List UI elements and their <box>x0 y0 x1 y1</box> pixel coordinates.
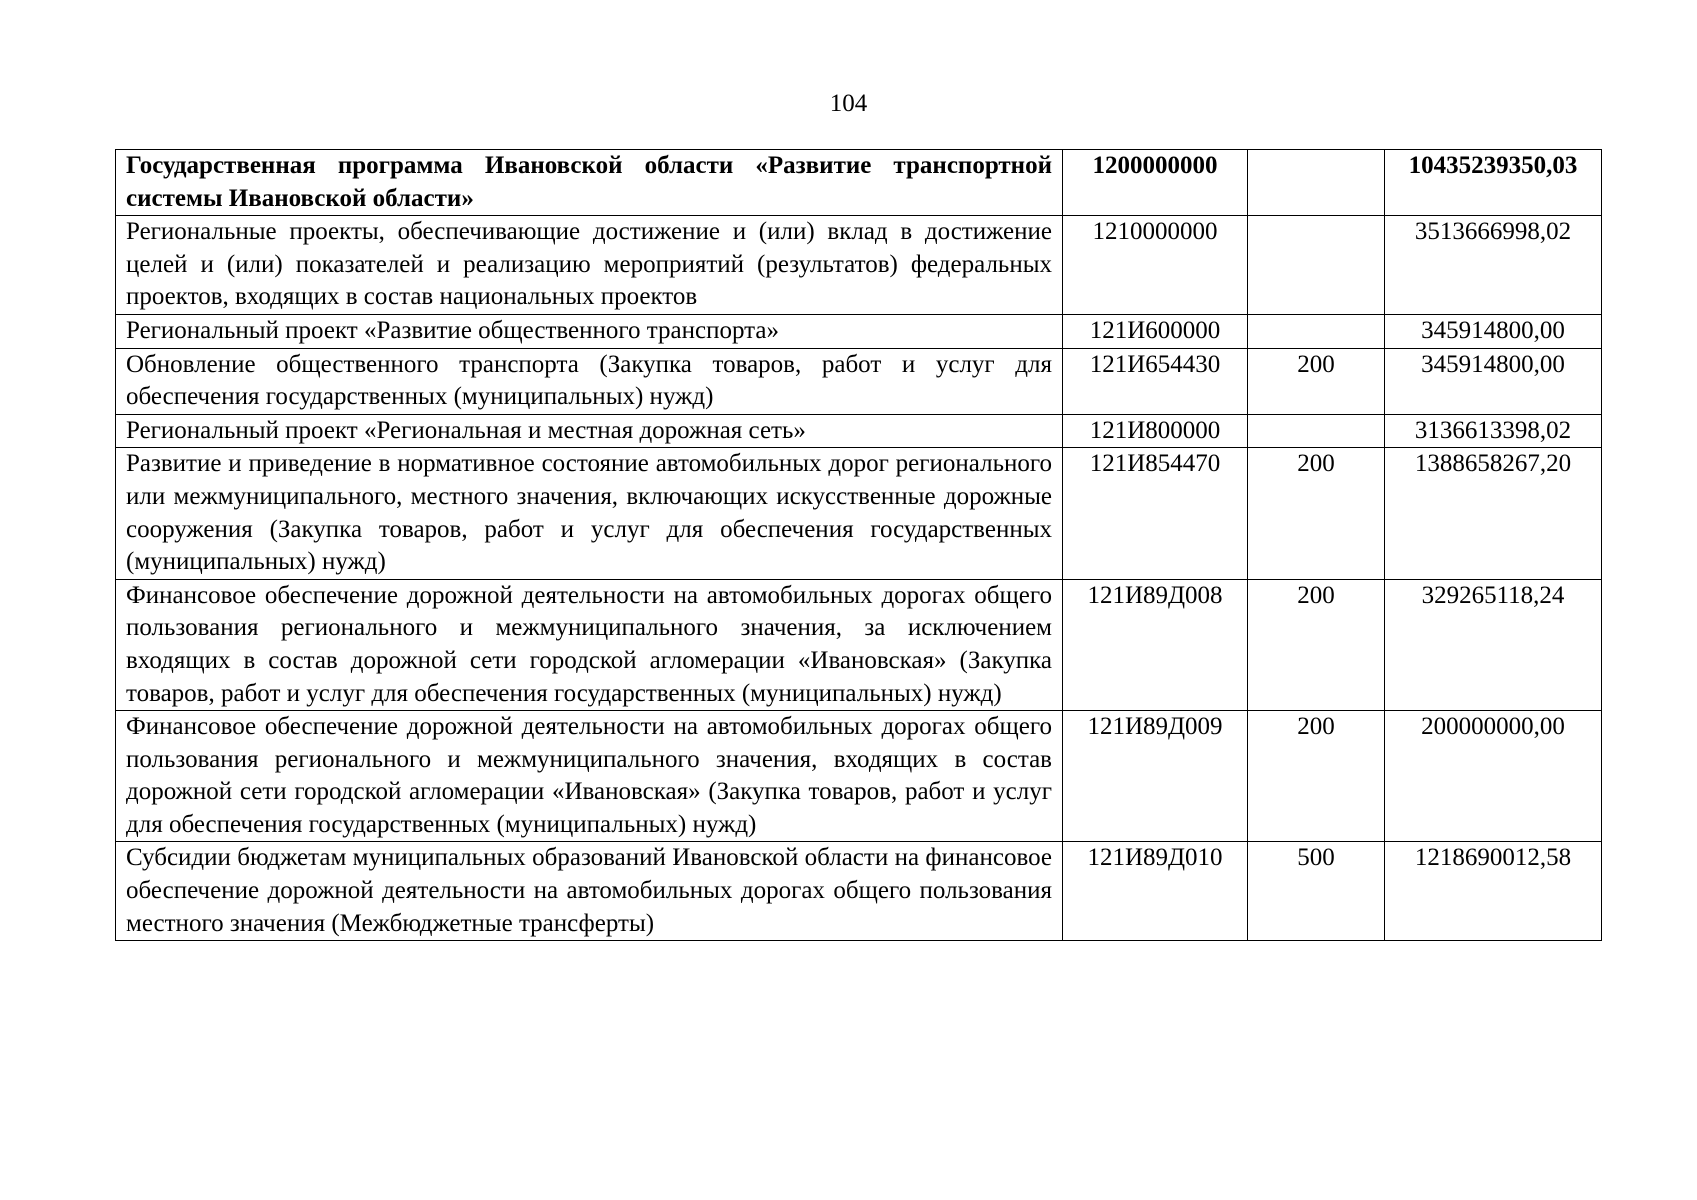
row-amount: 10435239350,03 <box>1385 150 1602 216</box>
row-name: Субсидии бюджетам муниципальных образований Ивановской области на финансовое обеспечение дорожной деятельности на автомобильных дорогах общего пользования местного значения (Межбюджетные трансферты) <box>116 842 1063 941</box>
row-code: 121И854470 <box>1063 448 1248 579</box>
row-name: Финансовое обеспечение дорожной деятельности на автомобильных дорогах общего пользования регионального и межмуниципального значения, за исключением входящих в состав дорожной сети городской агломерации «Ивановская» (Закупка товаров, работ и услуг для обеспечения государственных (муниципальных) нужд) <box>116 579 1063 710</box>
row-code: 121И654430 <box>1063 348 1248 414</box>
row-code: 1210000000 <box>1063 216 1248 315</box>
row-code: 1200000000 <box>1063 150 1248 216</box>
budget-table <box>115 149 1602 941</box>
table-row <box>116 348 1602 414</box>
row-expense-type <box>1248 314 1385 348</box>
table-row <box>116 448 1602 579</box>
row-name: Региональный проект «Региональная и местная дорожная сеть» <box>116 414 1063 448</box>
row-name: Финансовое обеспечение дорожной деятельности на автомобильных дорогах общего пользования регионального и межмуниципального значения, входящих в состав дорожной сети городской агломерации «Ивановская» (Закупка товаров, работ и услуг для обеспечения государственных (муниципальных) нужд) <box>116 711 1063 842</box>
table-row <box>116 314 1602 348</box>
row-amount: 345914800,00 <box>1385 348 1602 414</box>
row-expense-type: 200 <box>1248 711 1385 842</box>
row-name: Региональный проект «Развитие общественного транспорта» <box>116 314 1063 348</box>
row-expense-type <box>1248 150 1385 216</box>
row-name: Обновление общественного транспорта (Закупка товаров, работ и услуг для обеспечения государственных (муниципальных) нужд) <box>116 348 1063 414</box>
row-name: Развитие и приведение в нормативное состояние автомобильных дорог регионального или межмуниципального, местного значения, включающих искусственные дорожные сооружения (Закупка товаров, работ и услуг для обеспечения государственных (муниципальных) нужд) <box>116 448 1063 579</box>
row-expense-type <box>1248 414 1385 448</box>
row-code: 121И89Д009 <box>1063 711 1248 842</box>
row-amount: 329265118,24 <box>1385 579 1602 710</box>
table-row <box>116 842 1602 941</box>
row-name: Государственная программа Ивановской области «Развитие транспортной системы Ивановской области» <box>116 150 1063 216</box>
row-amount: 1388658267,20 <box>1385 448 1602 579</box>
row-expense-type: 200 <box>1248 348 1385 414</box>
table-row <box>116 216 1602 315</box>
row-amount: 3513666998,02 <box>1385 216 1602 315</box>
row-amount: 345914800,00 <box>1385 314 1602 348</box>
table-row <box>116 711 1602 842</box>
row-code: 121И89Д010 <box>1063 842 1248 941</box>
row-code: 121И800000 <box>1063 414 1248 448</box>
page-number: 104 <box>829 90 868 117</box>
row-expense-type <box>1248 216 1385 315</box>
row-expense-type: 500 <box>1248 842 1385 941</box>
row-amount: 200000000,00 <box>1385 711 1602 842</box>
table-row <box>116 150 1602 216</box>
table-row <box>116 579 1602 710</box>
row-expense-type: 200 <box>1248 579 1385 710</box>
row-amount: 1218690012,58 <box>1385 842 1602 941</box>
row-code: 121И600000 <box>1063 314 1248 348</box>
row-expense-type: 200 <box>1248 448 1385 579</box>
row-name: Региональные проекты, обеспечивающие достижение и (или) вклад в достижение целей и (или) показателей и реализацию мероприятий (результатов) федеральных проектов, входящих в состав национальных проектов <box>116 216 1063 315</box>
row-amount: 3136613398,02 <box>1385 414 1602 448</box>
row-code: 121И89Д008 <box>1063 579 1248 710</box>
table-row <box>116 414 1602 448</box>
